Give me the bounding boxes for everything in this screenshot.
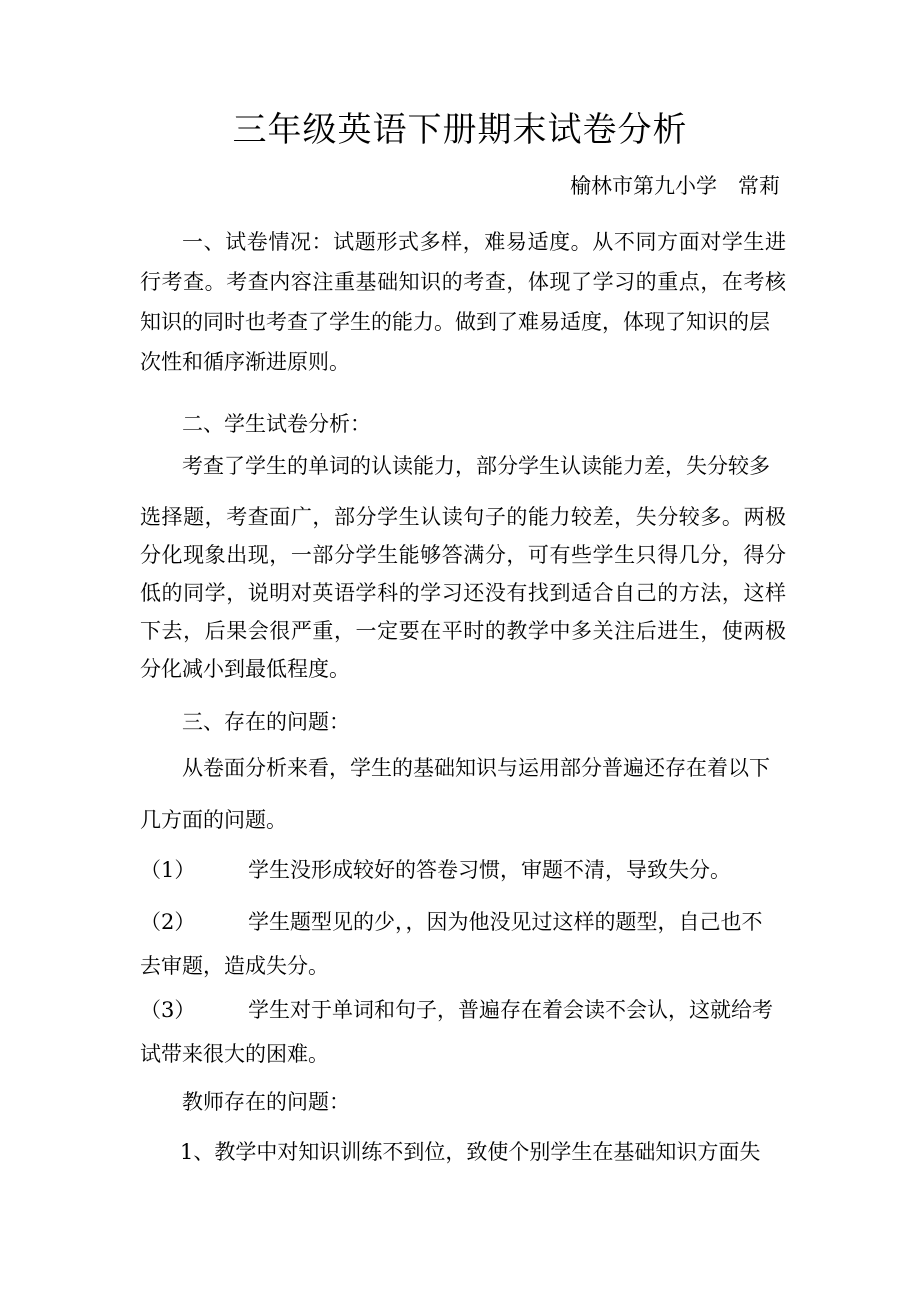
list-item-continuation: 去审题，造成失分。 bbox=[140, 954, 329, 978]
list-item-number: （3） bbox=[140, 998, 196, 1022]
teacher-problem-item: 1、教学中对知识训练不到位，致使个别学生在基础知识方面失 bbox=[180, 1140, 761, 1164]
teacher-problems-heading: 教师存在的问题： bbox=[182, 1090, 350, 1114]
section3-paragraph-end: 几方面的问题。 bbox=[140, 808, 287, 832]
list-item-number: （2） bbox=[140, 910, 196, 934]
list-item-text: 学生没形成较好的答卷习惯，审题不清，导致失分。 bbox=[248, 858, 731, 882]
list-item bbox=[140, 902, 786, 942]
section3-heading: 三、存在的问题： bbox=[182, 710, 350, 734]
section1-paragraph-end: 次性和循序渐进原则。 bbox=[140, 350, 350, 374]
section2-paragraph-cont: 选择题，考查面广，部分学生认读句子的能力较差，失分较多。两极分化现象出现，一部分学生能够答满分，可有些学生只得几分，得分低的同学，说明对英语学科的学习还没有找到适合自己的方法，这样下去，后果会很严重，一定要在平时的教学中多关注后进生，使两极分化减小到最低程度。 bbox=[140, 505, 786, 681]
list-item bbox=[140, 990, 786, 1030]
list-item-number: （1） bbox=[140, 858, 196, 882]
list-item bbox=[140, 850, 786, 890]
author-line: 榆林市第九小学 常莉 bbox=[570, 174, 780, 198]
list-item-text: 学生对于单词和句子，普遍存在着会读不会认，这就给考 bbox=[248, 998, 773, 1022]
section3-paragraph: 从卷面分析来看，学生的基础知识与运用部分普遍还存在着以下 bbox=[182, 756, 770, 780]
list-item-text: 学生题型见的少，，因为他没见过这样的题型，自己也不 bbox=[248, 910, 763, 934]
list-item-continuation: 试带来很大的困难。 bbox=[140, 1042, 329, 1066]
section2-heading: 二、学生试卷分析： bbox=[182, 412, 371, 436]
document-title: 三年级英语下册期末试卷分析 bbox=[232, 110, 688, 150]
section2-paragraph: 考查了学生的单词的认读能力，部分学生认读能力差，失分较多 bbox=[182, 454, 770, 478]
section1-paragraph: 一、试卷情况：试题形式多样，难易适度。从不同方面对学生进行考查。考查内容注重基础知识的考查，体现了学习的重点，在考核知识的同时也考查了学生的能力。做到了难易适度，体现了知识的层 bbox=[140, 230, 786, 334]
